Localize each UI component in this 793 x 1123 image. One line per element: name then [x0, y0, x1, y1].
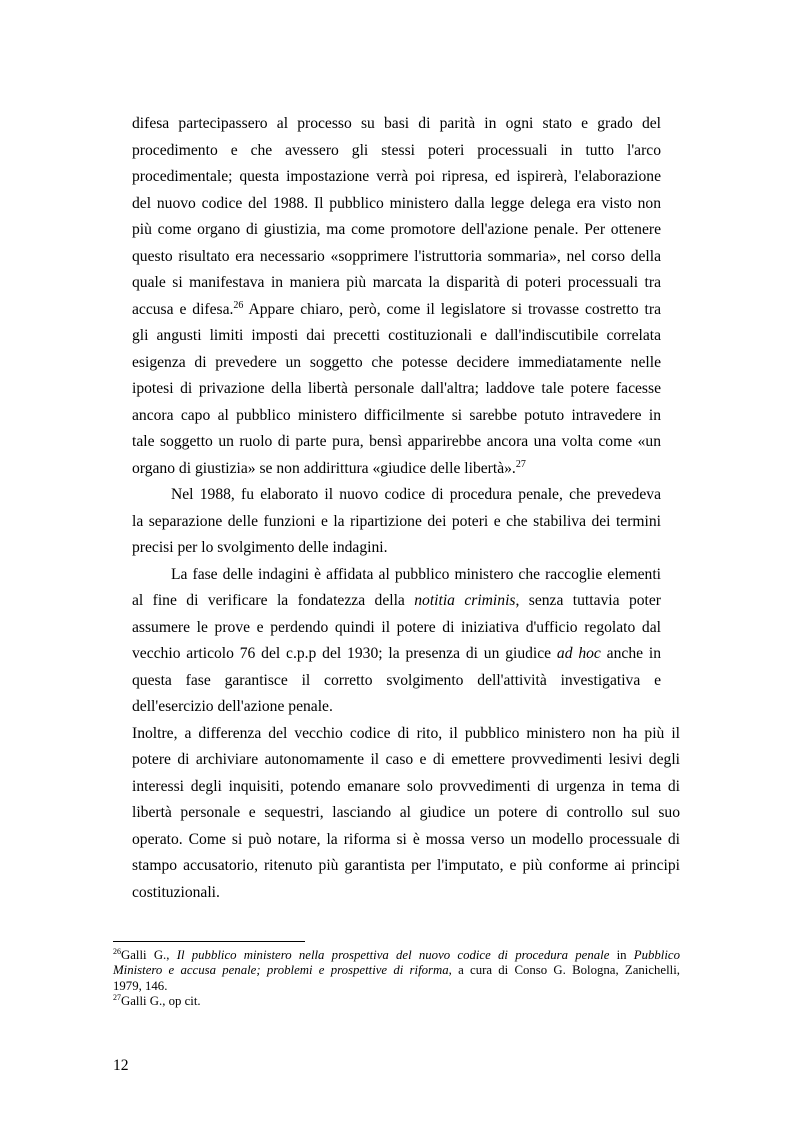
footnote-title: Il pubblico ministero nella prospettiva del nuovo codice di procedura penale — [176, 948, 610, 962]
text-line: assumere le prove e perdendo quindi il potere di iniziativa d'ufficio regolato dal — [132, 618, 661, 636]
text-line: La fase delle indagini è affidata al pubblico ministero che raccoglie elementi — [171, 565, 661, 583]
footnote-ref-26: 26 — [233, 299, 244, 311]
text-line — [132, 641, 661, 668]
text-segment: organo di giustizia» se non addirittura «giudice delle libertà». — [132, 459, 516, 477]
footnote-line — [113, 963, 680, 978]
text-line: stampo accusatorio, ritenuto più garantista per l'imputato, e più conforme ai principi — [132, 857, 680, 874]
text-segment: , senza tuttavia poter — [515, 592, 661, 609]
text-line — [132, 588, 661, 615]
text-segment: al fine di verificare la fondatezza della — [132, 592, 415, 609]
page-number: 12 — [113, 1057, 129, 1074]
text-line: ancora capo al pubblico ministero difficilmente si sarebbe potuto intravedere in — [132, 406, 661, 424]
text-segment: anche in — [600, 645, 661, 662]
text-line: costituzionali. — [132, 883, 220, 901]
text-line: libertà personale e sequestri, lasciando al giudice un potere di controllo sul suo — [132, 804, 680, 821]
footnote-number: 27 — [113, 992, 121, 1002]
text-line: dell'esercizio dell'azione penale. — [132, 698, 333, 715]
text-line: precisi per lo svolgimento delle indagini. — [132, 539, 388, 556]
text-line: questa fase garantisce il corretto svolgimento dell'attività investigativa e — [132, 671, 661, 689]
footnote-book-title: Ministero e accusa penale; problemi e prospettive di riforma — [113, 963, 449, 978]
paragraph — [132, 111, 661, 482]
footnote-text: in — [609, 948, 634, 962]
text-line: difesa partecipassero al processo su basi di parità in ogni stato e grado del — [132, 115, 661, 132]
text-line: tale soggetto un ruolo di parte pura, bensì apparirebbe ancora una volta come «un — [132, 433, 661, 450]
footnotes — [113, 948, 680, 1009]
italic-term: ad hoc — [556, 645, 601, 662]
text-line — [132, 456, 661, 483]
paragraph — [132, 482, 661, 562]
text-line: interessi degli inquisiti, potendo emanare solo provvedimenti di urgenza in tema di — [132, 777, 680, 795]
text-line: Inoltre, a differenza del vecchio codice di rito, il pubblico ministero non ha più il — [132, 724, 680, 742]
text-line: Nel 1988, fu elaborato il nuovo codice di procedura penale, che prevedeva — [171, 486, 661, 503]
footnote-text: , a cura di Conso G. Bologna, Zanichelli, — [448, 963, 680, 978]
footnote-author: Galli G., — [121, 948, 177, 962]
text-line: quale si manifestava in maniera più marcata la disparità di poteri processuali tra — [132, 274, 661, 291]
text-line — [132, 297, 661, 324]
body-text — [132, 111, 680, 906]
text-line: del nuovo codice del 1988. Il pubblico ministero dalla legge delega era visto non — [132, 194, 661, 212]
footnote-line — [113, 994, 680, 1009]
text-segment: vecchio articolo 76 del c.p.p del 1930; la presenza di un giudice — [132, 645, 557, 662]
text-line: gli angusti limiti imposti dai precetti costituzionali e dall'indiscutibile correlata — [132, 327, 661, 344]
text-line: procedimentale; questa impostazione verrà poi ripresa, ed ispirerà, l'elaborazione — [132, 168, 661, 185]
footnote-number: 26 — [113, 947, 121, 956]
footnote-ref-27: 27 — [515, 458, 526, 470]
text-segment: Appare chiaro, però, come il legislatore si trovasse costretto tra — [243, 300, 661, 318]
paragraph — [132, 562, 661, 721]
footnote-text: Galli G., op cit. — [121, 993, 201, 1008]
footnote-book-title: Pubblico — [633, 948, 680, 962]
text-line: più come organo di giustizia, ma come promotore dell'azione penale. Per ottenere — [132, 221, 661, 238]
text-line: operato. Come si può notare, la riforma si è mossa verso un modello processuale di — [132, 830, 680, 848]
paragraph — [132, 721, 680, 907]
footnote-separator — [113, 941, 305, 942]
text-line: potere di archiviare autonomamente il caso e di emettere provvedimenti lesivi degli — [132, 751, 680, 768]
text-line: esigenza di prevedere un soggetto che potesse decidere immediatamente nelle — [132, 353, 661, 371]
text-line: procedimento e che avessero gli stessi poteri processuali in tutto l'arco — [132, 141, 661, 159]
italic-term: notitia criminis — [414, 592, 516, 609]
text-line: questo risultato era necessario «sopprimere l'istruttoria sommaria», nel corso della — [132, 247, 661, 265]
footnote-line — [113, 948, 680, 963]
text-segment: accusa e difesa. — [132, 300, 234, 318]
footnote-line: 1979, 146. — [113, 978, 168, 993]
text-line: ipotesi di privazione della libertà personale dall'altra; laddove tale potere facesse — [132, 380, 661, 397]
text-line: la separazione delle funzioni e la ripartizione dei poteri e che stabiliva dei termini — [132, 512, 661, 530]
